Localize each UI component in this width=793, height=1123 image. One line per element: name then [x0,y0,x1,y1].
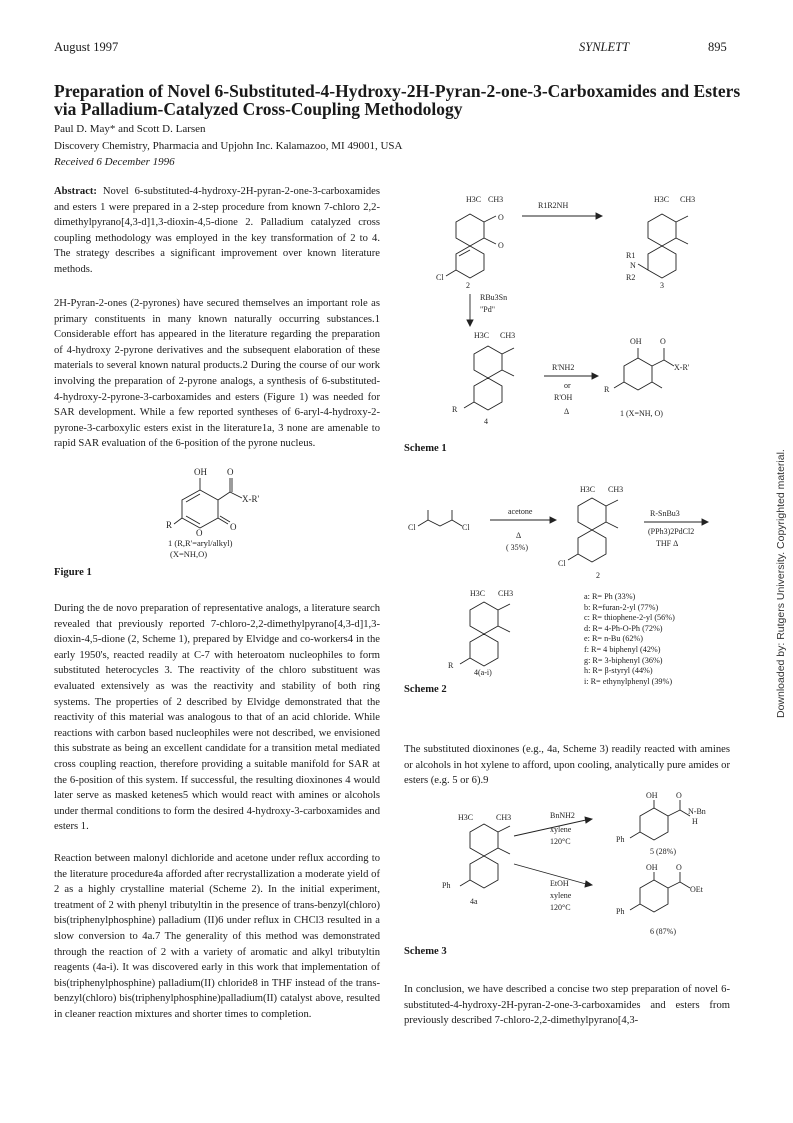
s1-or: or [564,381,571,390]
fig1-o-ring: O [196,528,203,538]
s2-cl-1: Cl [408,523,416,532]
s2-conditions: THF Δ [656,539,679,548]
scheme-3-paragraph: The substituted dioxinones (e.g., 4a, Scheme 3) readily reacted with amines or alcohols in hot xylene to afford, upon cooling, analytically pure amides or esters (e.g. 5 or 6).9 [404,744,730,787]
s3-reagent-bot: EtOH [550,879,569,888]
figure-1-caption: Figure 1 [54,567,92,578]
s1-rbu3sn: RBu3Sn [480,293,508,302]
scheme-2-caption: Scheme 2 [404,684,447,695]
s2-ch3: CH3 [608,485,624,494]
list-item: a: R= Ph (33%) [584,592,636,601]
s1-1-o: O [660,337,666,346]
s3-5-h: H [692,817,698,826]
s1-4-ch3: CH3 [500,331,516,340]
scheme-3 [404,792,744,942]
list-item: c: R= thiophene-2-yl (56%) [584,613,675,623]
s3-label-4a: 4a [470,897,478,906]
received-date: Received 6 December 1996 [54,156,175,168]
s3-6-ph: Ph [616,907,625,916]
s1-n: N [630,261,636,270]
list-item: i: R= ethynylphenyl (39%) [584,676,673,686]
download-watermark [775,428,785,718]
s1-o-2: O [498,241,504,250]
fig1-r: R [166,520,173,530]
scheme-3-caption: Scheme 3 [404,946,447,957]
fig1-o-top: O [227,467,234,477]
intro-paragraph: 2H-Pyran-2-ones (2-pyrones) have secured themselves an important role as primary constituents in many known naturally occurring substances.1 Considerable effort has appeared in the literature regarding the preparation of 4-hydroxy 2-pyrone derivatives and the subsequent elaboration of these materials to several known natural products.2 During the course of our work involving the preparation of 2-pyrone analogs, a synthesis of 6-substituted-4-hydroxy-2-pyrone-3-carboxamides and esters (Figure 1) was needed for SAR development. While a few reported syntheses of 6-aryl-4-hydroxy-2-pyrone-3-carboxylic esters exist in the literature1a, 3 none are amenable to rapid SAR evaluation of the 6-position of the pyrone nucleus. [54,298,380,450]
s3-temp-top: 120°C [550,837,571,846]
s2-label-4: 4(a-i) [474,668,492,677]
s3-5-nbn: N-Bn [688,807,706,816]
conclusion-paragraph: In conclusion, we have described a concise two step preparation of novel 6-substituted-4-hydroxy-2H-pyran-2-one-3-carboxamides and esters from previously described 7-chloro-2,2-dimethylpyrano[4,3- [404,984,730,1027]
s1-1-oh: OH [630,337,642,346]
article-title: Preparation of Novel 6-Substituted-4-Hydroxy-2H-Pyran-2-one-3-Carboxamides and Esters via Palladium-Catalyzed Cross-Coupling Methodology [54,81,741,119]
s3-reagent-top: BnNH2 [550,811,575,820]
scheme-2-substituent-list [584,592,675,687]
s1-1-r: R [604,385,610,394]
s3-label-6: 6 (87%) [650,927,676,936]
s3-h3c: H3C [458,813,474,822]
s2-acetone: acetone [508,507,533,516]
scheme-1-caption: Scheme 1 [404,443,447,454]
fig1-o-carbonyl: O [230,522,237,532]
s2-delta: Δ [516,531,522,540]
page-number: 895 [708,40,727,54]
header-date: August 1997 [54,40,119,54]
s3-5-ph: Ph [616,835,625,844]
s3-ph: Ph [442,881,451,890]
list-item: g: R= 3-biphenyl (36%) [584,655,663,665]
s3-5-o: O [676,792,682,800]
s3-temp-bot: 120°C [550,903,571,912]
s2-cl-3: Cl [558,559,566,568]
s2-4-h3c: H3C [470,589,486,598]
s1-roh: R'OH [554,393,573,402]
journal-name: SYNLETT [579,40,630,54]
s3-6-oet: OEt [690,885,703,894]
s2-4-ch3: CH3 [498,589,514,598]
s1-delta: Δ [564,407,570,416]
download-watermark-text: Downloaded by: Rutgers University. Copyrighted material. [775,449,787,718]
s1-3-h3c: H3C [654,195,670,204]
s1-r2: R2 [626,273,636,282]
figure-1-structure [150,464,280,564]
s1-o-1: O [498,213,504,222]
s3-ch3: CH3 [496,813,512,822]
s1-r1: R1 [626,251,636,260]
s1-label-3: 3 [660,281,664,290]
scheme-1 [404,180,744,430]
list-item: f: R= 4 biphenyl (42%) [584,644,661,654]
s1-cl: Cl [436,273,444,282]
s1-rnh2: R'NH2 [552,363,575,372]
body-paragraph-2: Reaction between malonyl dichloride and acetone under reflux according to the literature procedure4a afforded after recrystallization a moderate yield of 2 as a highly crystalline material (Scheme 2). In the initial experiment, treatment of 2 with phenyl tributyltin in the presence of trans-benzyl(chloro) bis(triphenylphosphine) palladium (II)6 under reflux in CHCl3 resulted in a slow conversion to 4a.7 The generality of this method was demonstrated through the reaction of 2 with a variety of aromatic and alkyl tributyltin reagents (4a-i). It was discovered early in this work that implementation of bis(triphenylphosphine) palladium(II) chloride8 in THF instead of the trans-benzyl(chloro) bis(triphenylphosphine)palladium(II) catalyst above, resulted in cleaner reaction mixtures and shorter times to completion. [54,853,380,1020]
s3-solvent-bot: xylene [550,891,572,900]
affiliation: Discovery Chemistry, Pharmacia and Upjohn Inc. Kalamazoo, MI 49001, USA [54,140,403,152]
list-item: b: R=furan-2-yl (77%) [584,602,659,612]
fig1-oh: OH [194,467,207,477]
list-item: e: R= n-Bu (62%) [584,634,643,644]
s3-5-oh: OH [646,792,658,800]
s2-h3c: H3C [580,485,596,494]
s2-reagent: R-SnBu3 [650,509,680,518]
list-item: d: R= 4-Ph-O-Ph (72%) [584,623,663,633]
list-item: h: R= β-styryl (44%) [584,666,653,676]
s1-reagent-1: R1R2NH [538,201,569,210]
s3-6-oh: OH [646,863,658,872]
abstract-label: Abstract: [54,186,97,197]
abstract [54,184,380,278]
authors: Paul D. May* and Scott D. Larsen [54,123,206,135]
s2-cl-2: Cl [462,523,470,532]
fig1-xr: X-R' [242,494,260,504]
s1-4-h3c: H3C [474,331,490,340]
s1-label-2: 2 [466,281,470,290]
fig1-compound-label: 1 (R,R'=aryl/alkyl) [168,538,233,548]
s3-6-o: O [676,863,682,872]
s1-h3c: H3C [466,195,482,204]
s1-label-1: 1 (X=NH, O) [620,409,663,418]
s1-ch3: CH3 [488,195,504,204]
s1-label-4: 4 [484,417,488,426]
abstract-text: Novel 6-substituted-4-hydroxy-2H-pyran-2-one-3-carboxamides and esters 1 were prepared in a 2-step procedure from known 7-chloro 2,2-dimethylpyrano[4,3-d]1,3-dioxin-4,5-dione 2. Palladium catalyzed cross coupling methodology was employed in the key transformation of 2 to 4. The strategy describes a significant improvement over known literature methods. [54,186,380,275]
s2-4-r: R [448,661,454,670]
scheme-2 [404,482,744,677]
fig1-x-label: (X=NH,O) [170,549,208,559]
s3-label-5: 5 (28%) [650,847,676,856]
s1-1-xr: X-R' [674,363,690,372]
s1-pd: "Pd" [480,305,495,314]
s2-label-2: 2 [596,571,600,580]
s3-solvent-top: xylene [550,825,572,834]
s2-catalyst: (PPh3)2PdCl2 [648,527,695,536]
s2-yield: ( 35%) [506,543,528,552]
s1-3-ch3: CH3 [680,195,696,204]
s1-4-r: R [452,405,458,414]
body-paragraph-1: During the de novo preparation of representative analogs, a literature search revealed that previously reported 7-chloro-2,2-dimethylpyrano[4,3-d]1,3-dioxin-4,5-dione (2, Scheme 1), prepared by Elvidge and co-workers4 in the early 1950's, reacted readily at C-7 with heteroatom nucleophiles to form substituted heterocycles 3. The reactivity of the chloro substituent was evaluated extensively as was the reactivity and stability of both ring systems. The properties of 2 described by Elvidge demonstrated that the reactivity of this material was analogous to that of an acid chloride. While reactions with carbon based nucleophiles were not described, we envisioned this substrate as being an excellent candidate for a transition metal mediated cross coupling reaction, therefore providing a suitable manifold for SAR at the 6-position of this system. If successful, the resulting dioxinones 4 would later serve as masked ketenes5 which would react with amines or alcohols under thermal conditions to form the desired 4-hydroxy-3-carboxamides and esters 1. [54,603,380,833]
